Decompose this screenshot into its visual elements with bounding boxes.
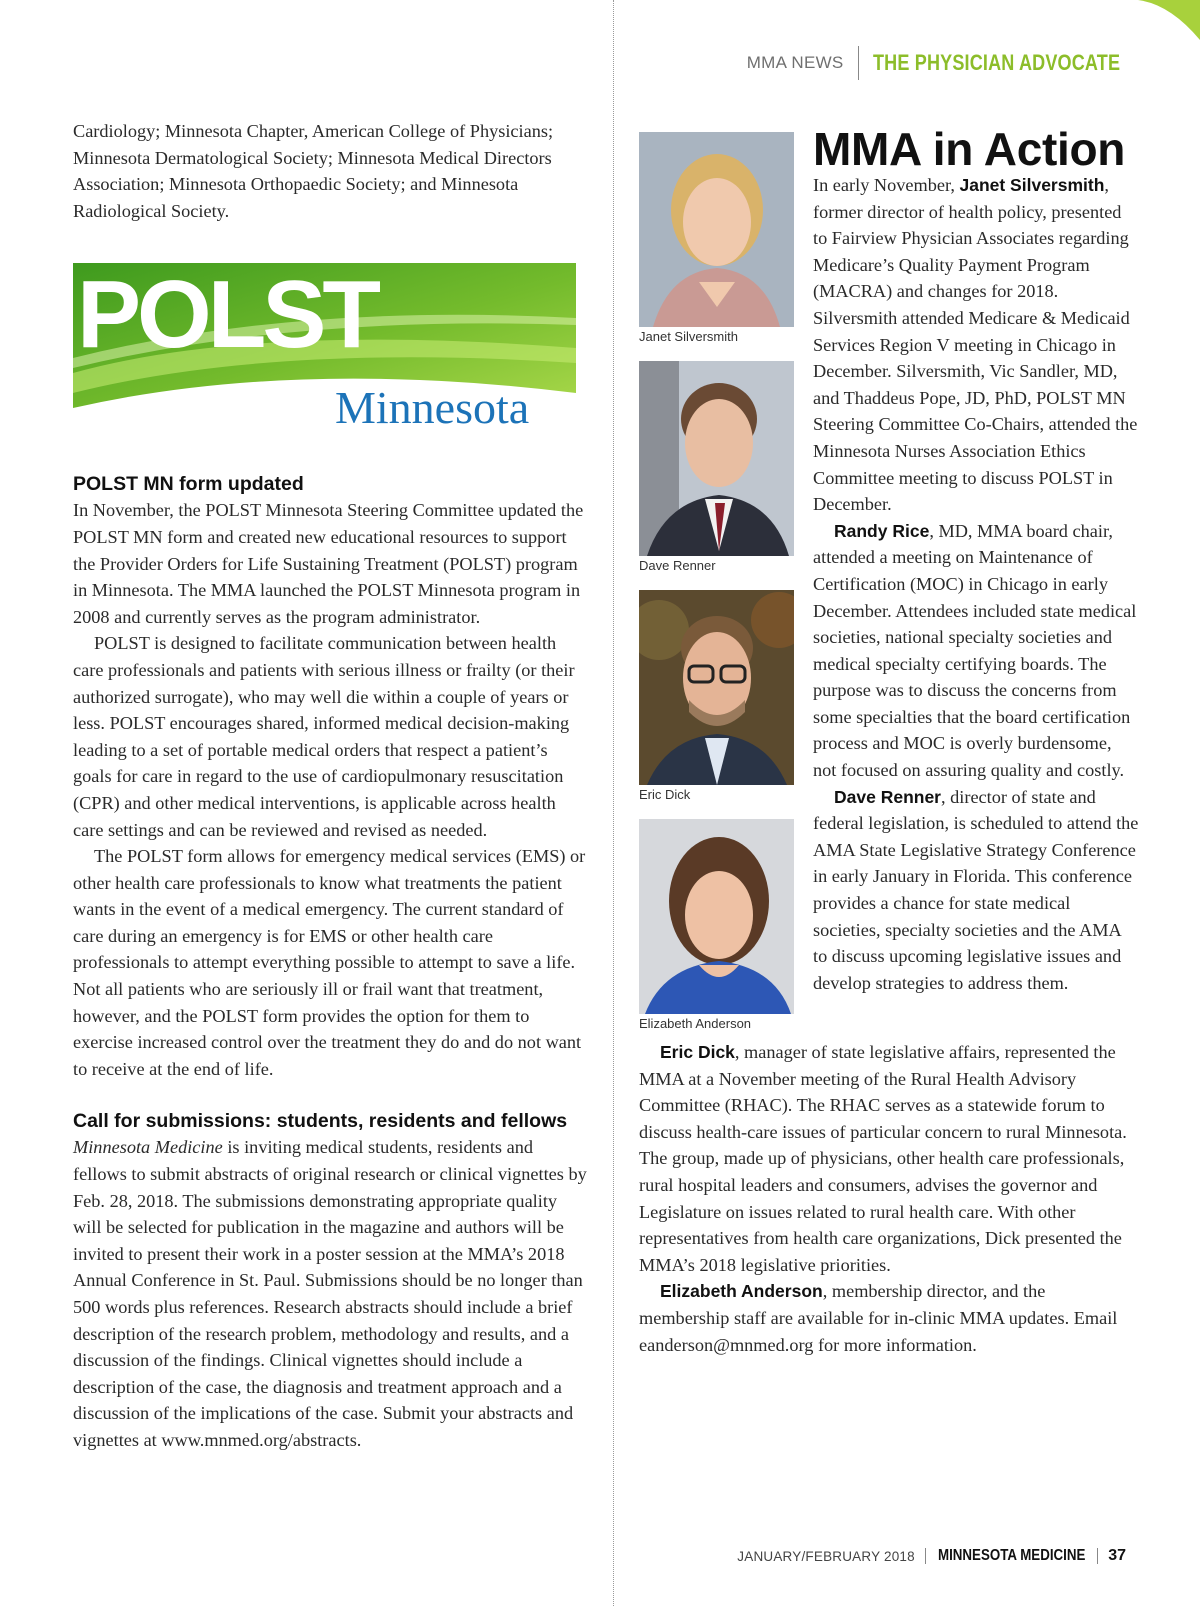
photo-caption: Elizabeth Anderson	[639, 1016, 752, 1031]
person-name: Dave Renner	[834, 786, 941, 807]
publication-section-label: THE PHYSICIAN ADVOCATE	[872, 50, 1120, 75]
submissions-article-heading: Call for submissions: students, residents and fellows	[73, 1110, 568, 1133]
page-number: 37	[1108, 1547, 1126, 1564]
person-name: Janet Silversmith	[959, 175, 1105, 195]
polst-paragraph-2: POLST is designed to facilitate communication between health care professionals and patients with serious illness or frailty (or their authorized surrogate), who may well die within a couple of years or less. POLST encourages shared, informed medical decision-making leading to a set of portable medical orders that respect a patient’s goals for care in regard to the use of cardiopulmonary resuscitation (CPR) and other medical interventions, is applicable across health care settings and can be reviewed and revised as needed.	[73, 633, 575, 840]
right-column	[639, 124, 1139, 1358]
polst-paragraph-1: In November, the POLST Minnesota Steering Committee updated the POLST MN form and created new educational resources to support the Provider Orders for Life Sustaining Treatment (POLST) program in Minnesota. The MMA launched the POLST Minnesota program in 2008 and currently serves as the program administrator.	[73, 500, 584, 627]
logo-word-minnesota: Minnesota	[335, 382, 530, 434]
item-text: , MD, MMA board chair, attended a meeting on Maintenance of Certification (MOC) in Chicago in early December. Attendees included state medical societies, national specialty societies and medical specialty certifying boards. The purpose was to discuss the concerns from some specialties that the board certification process and MOC is overly burdensome, not focused on assuring quality and costly.	[813, 520, 1137, 781]
polst-article-heading: POLST MN form updated	[73, 473, 304, 496]
person-name: Randy Rice	[834, 520, 930, 541]
running-header	[747, 46, 1128, 80]
person-name: Eric Dick	[660, 1042, 735, 1062]
action-item	[639, 1278, 1139, 1358]
logo-word-polst: POLST	[77, 263, 378, 369]
dave-renner-photo	[639, 361, 794, 556]
magazine-name: MINNESOTA MEDICINE	[937, 1547, 1086, 1564]
action-item	[813, 172, 1139, 518]
staff-photos	[639, 132, 794, 1048]
intro-paragraph: Cardiology; Minnesota Chapter, American College of Physicians; Minnesota Dermatological Society; Minnesota Medical Directors Association; Minnesota Orthopaedic Society; and Minnesota Radiological Society.	[73, 121, 554, 221]
submissions-paragraph	[73, 1134, 588, 1453]
feature-body	[813, 124, 1139, 996]
janet-silversmith-photo	[639, 132, 794, 327]
item-text: , membership director, and the membership staff are available for in-clinic MMA updates. Email eanderson@mnmed.org for more information.	[639, 1281, 1118, 1355]
section-label: MMA NEWS	[746, 53, 844, 72]
footer-separator	[1097, 1548, 1098, 1564]
action-item	[813, 784, 1139, 997]
elizabeth-anderson-photo	[639, 819, 794, 1014]
footer-separator	[925, 1548, 926, 1564]
item-lead: In early November,	[813, 175, 960, 195]
header-separator	[858, 46, 859, 80]
item-text: , former director of health policy, presented to Fairview Physician Associates regarding Medicare’s Quality Payment Program (MACRA) and changes for 2018. Silversmith attended Medicare & Medicaid Services Region V meeting in Chicago in December. Silversmith, Vic Sandler, MD, and Thaddeus Pope, JD, PhD, POLST MN Steering Committee Co-Chairs, attended the Minnesota Nurses Association Ethics Committee meeting to discuss POLST in December.	[813, 175, 1138, 515]
submissions-text: is inviting medical students, residents and fellows to submit abstracts of original research or clinical vignettes by Feb. 28, 2018. The submissions demonstrating appropriate quality will be selected for publication in the magazine and authors will be invited to present their work in a poster session at the MMA’s 2018 Annual Conference in St. Paul. Submissions should be no longer than 500 words plus references. Research abstracts should include a brief description of the research problem, methodology and results, and a discussion of the findings. Clinical vignettes should include a description of the case, the diagnosis and treatment approach and a discussion of the implications of the case. Submit your abstracts and vignettes at www.mnmed.org/abstracts.	[73, 1137, 587, 1450]
page-footer	[737, 1547, 1126, 1565]
polst-minnesota-logo	[73, 263, 576, 433]
item-text: , director of state and federal legislation, is scheduled to attend the AMA State Legislative Strategy Conference in early January in Florida. This conference provides a chance for state medical societies, specialty societies and the AMA to discuss upcoming legislative issues and develop strategies to address them.	[813, 786, 1139, 993]
action-item	[639, 1039, 1139, 1278]
mma-in-action-heading: MMA in Action	[813, 123, 1126, 175]
person-name: Elizabeth Anderson	[660, 1281, 823, 1302]
mma-in-action-feature	[639, 124, 1139, 1039]
left-column	[73, 118, 588, 1454]
photo-caption: Dave Renner	[639, 558, 716, 573]
item-text: , manager of state legislative affairs, represented the MMA at a November meeting of the Rural Health Advisory Committee (RHAC). The RHAC serves as a statewide forum to discuss health-care issues of particular concern to rural Minnesota. The group, made up of physicians, other health care professionals, rural hospital leaders and consumers, advises the governor and Legislature on issues related to rural health care. With other representatives from health care organizations, Dick presented the MMA’s 2018 legislative priorities.	[639, 1042, 1127, 1275]
polst-paragraph-3: The POLST form allows for emergency medical services (EMS) or other health care professionals to know what treatments the patient wants in the event of a medical emergency. The current standard of care during an emergency is for EMS or other health care professionals to attempt everything possible to attempt to save a life. Not all patients who are seriously ill or frail want that treatment, however, and the POLST form provides the option for them to exercise increased control over the treatment they do and do not want to receive at the end of life.	[73, 846, 586, 1079]
photo-caption: Eric Dick	[639, 787, 691, 802]
photo-caption: Janet Silversmith	[639, 329, 738, 344]
publication-name: Minnesota Medicine	[73, 1137, 223, 1158]
eric-dick-photo	[639, 590, 794, 785]
column-divider	[613, 0, 614, 1606]
issue-date: JANUARY/FEBRUARY 2018	[737, 1548, 915, 1564]
action-item	[813, 518, 1139, 784]
